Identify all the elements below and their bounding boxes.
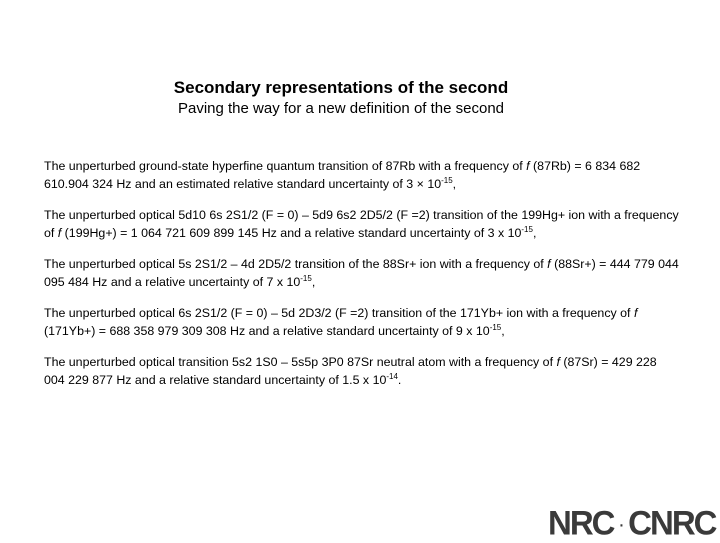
definition-text: The unperturbed optical 5d10 6s 2S1/2 (F = 0) – 5d9 6s2 2D5/2 (F =2) transition of the 199Hg+ ion with a frequency of: [44, 208, 679, 240]
definition-sr87: [44, 354, 680, 389]
frequency-symbol: f: [556, 355, 560, 369]
exponent: -15: [441, 175, 453, 185]
definition-punct: ,: [501, 323, 505, 338]
frequency-symbol: f: [57, 225, 62, 240]
exponent: -15: [489, 322, 502, 332]
definition-punct: ,: [532, 225, 537, 240]
definition-hg199: [44, 207, 680, 242]
definition-punct: .: [397, 372, 402, 387]
exponent: -15: [300, 273, 312, 283]
definition-text: (87Sr) = 429 228 004 229 877 Hz and a relative standard uncertainty of 1.5 x 10: [44, 355, 657, 387]
definition-text: The unperturbed optical transition 5s2 1S0 – 5s5p 3P0 87Sr neutral atom with a frequency of: [44, 355, 557, 369]
definition-text: (88Sr+) = 444 779 044 095 484 Hz and a relative uncertainty of 7 x 10: [44, 257, 679, 289]
definition-text: (199Hg+) = 1 064 721 609 899 145 Hz and a relative standard uncertainty of 3 x 10: [61, 225, 522, 240]
definition-punct: ,: [452, 176, 457, 191]
slide-subtitle: Paving the way for a new definition of the second: [177, 100, 505, 117]
definition-rb87: [44, 158, 680, 193]
definition-text: The unperturbed optical 5s 2S1/2 – 4d 2D5/2 transition of the 88Sr+ ion with a frequency of: [44, 257, 548, 271]
exponent: -15: [521, 224, 533, 234]
definition-text: The unperturbed ground-state hyperfine quantum transition of 87Rb with a frequency of: [44, 159, 527, 173]
frequency-symbol: f: [633, 306, 638, 320]
definition-text: (87Rb) = 6 834 682 610.904 324 Hz and an estimated relative standard uncertainty of 3 × 10: [44, 159, 641, 191]
definition-text: The unperturbed optical 6s 2S1/2 (F = 0) – 5d 2D3/2 (F =2) transition of the 171Yb+ ion with a frequency of: [44, 306, 634, 320]
definition-punct: ,: [311, 274, 316, 289]
logo-separator: ·: [619, 516, 623, 534]
exponent: -14: [386, 371, 398, 381]
nrc-cnrc-logo: [548, 503, 716, 543]
definitions-list: [44, 158, 680, 403]
definition-yb171: [44, 305, 680, 340]
logo-nrc: NRC: [548, 503, 614, 542]
definition-sr88-ion: [44, 256, 680, 291]
logo-cnrc: CNRC: [628, 503, 716, 542]
frequency-symbol: f: [547, 257, 551, 271]
slide-title: Secondary representations of the second: [173, 78, 509, 97]
definition-text: (171Yb+) = 688 358 979 309 308 Hz and a relative standard uncertainty of 9 x 10: [44, 323, 490, 338]
frequency-symbol: f: [526, 159, 530, 173]
